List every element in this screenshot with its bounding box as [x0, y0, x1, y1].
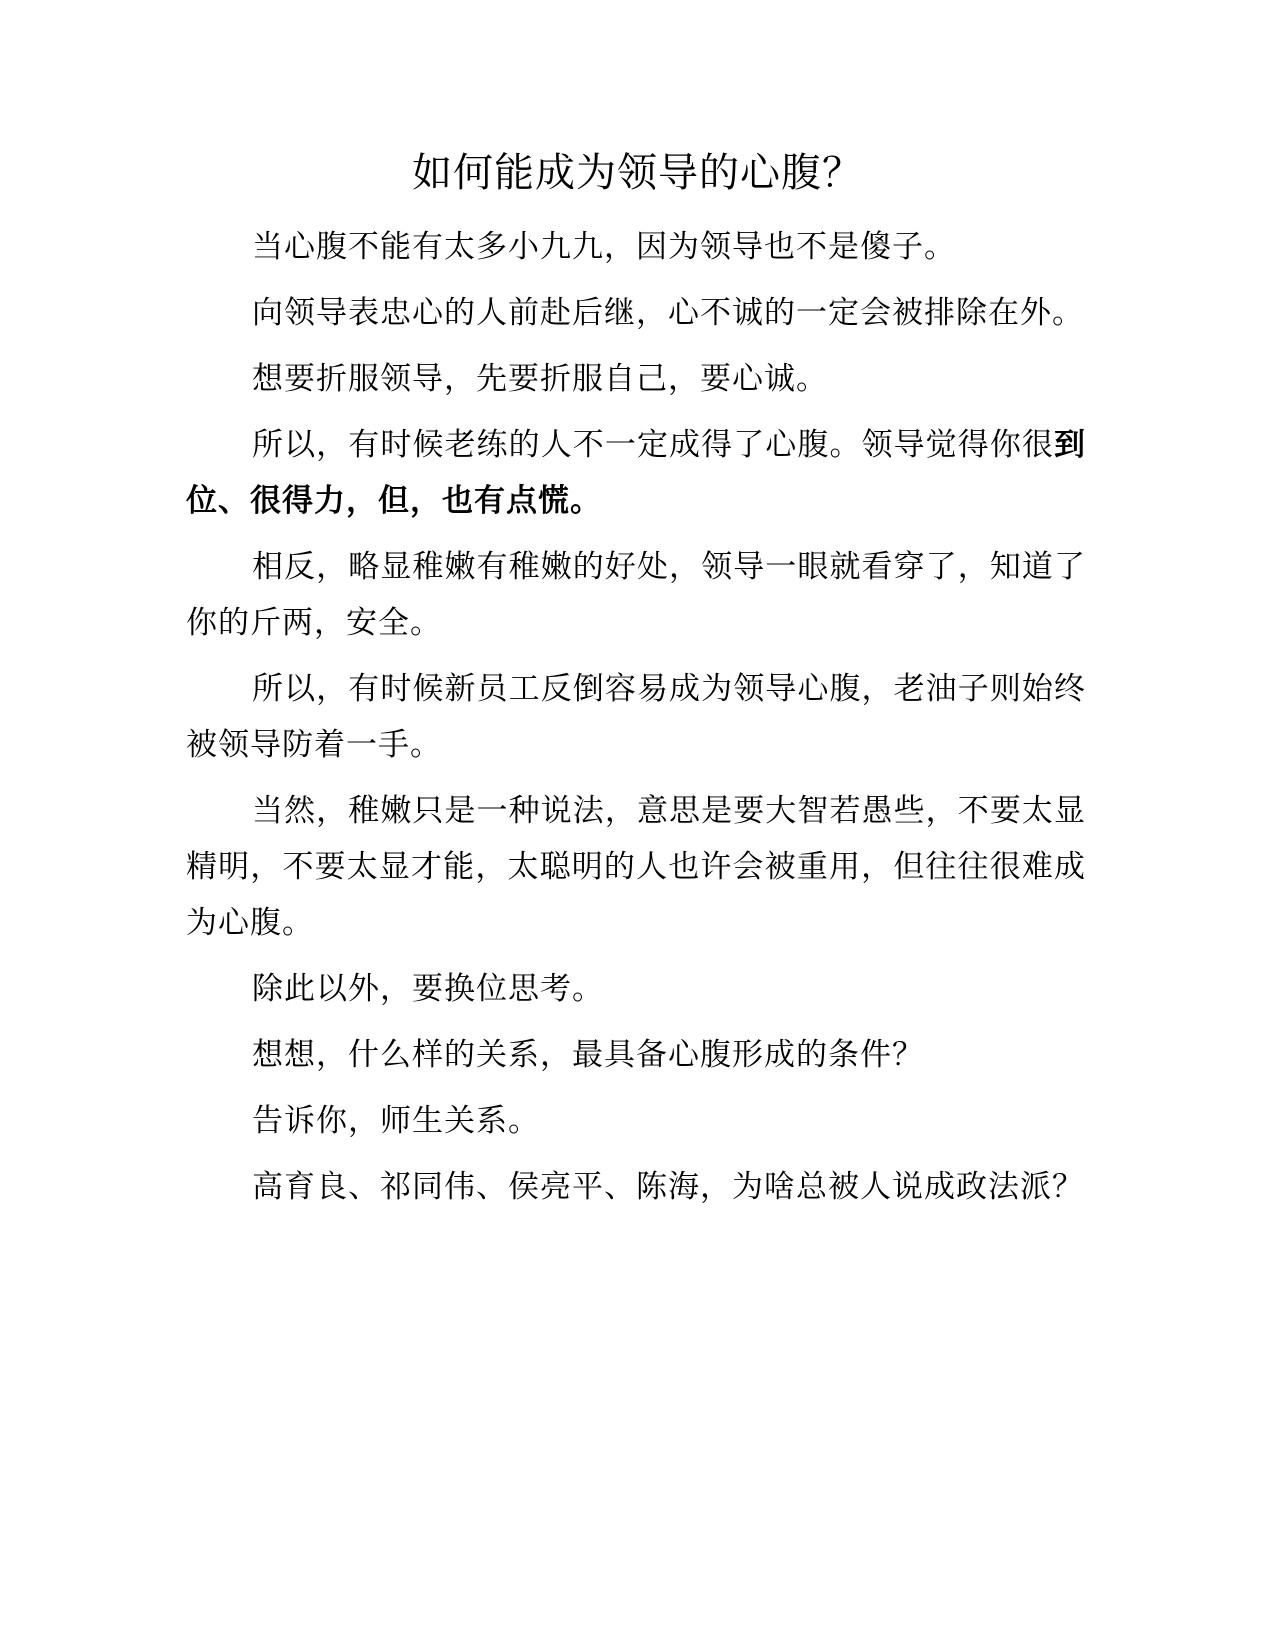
document-title: 如何能成为领导的心腹？	[412, 150, 863, 196]
paragraph-7: 当然，稚嫩只是一种说法，意思是要大智若愚些，不要太显精明，不要太显才能，太聪明的人也许会被重用，但往往很难成为心腹。	[186, 793, 1086, 941]
paragraph-3: 想要折服领导，先要折服自己，要心诚。	[252, 361, 828, 397]
paragraph-4-text: 所以，有时候老练的人不一定成得了心腹。领导觉得你很	[252, 427, 1054, 463]
paragraph-1: 当心腹不能有太多小九九，因为领导也不是傻子。	[252, 229, 956, 265]
paragraph-4	[186, 417, 1086, 529]
paragraph-4-bold-text: 到位、很得力，但，也有点慌。	[186, 427, 1086, 519]
paragraph-2: 向领导表忠心的人前赴后继，心不诚的一定会被排除在外。	[252, 295, 1084, 331]
paragraph-10: 告诉你，师生关系。	[252, 1103, 540, 1139]
paragraph-6: 所以，有时候新员工反倒容易成为领导心腹，老油子则始终被领导防着一手。	[186, 671, 1086, 763]
paragraph-8: 除此以外，要换位思考。	[252, 971, 604, 1007]
document-body	[186, 219, 1086, 1225]
paragraph-9: 想想，什么样的关系，最具备心腹形成的条件？	[252, 1037, 924, 1073]
paragraph-5: 相反，略显稚嫩有稚嫩的好处，领导一眼就看穿了，知道了你的斤两，安全。	[186, 549, 1086, 641]
paragraph-11: 高育良、祁同伟、侯亮平、陈海，为啥总被人说成政法派？	[252, 1169, 1084, 1205]
